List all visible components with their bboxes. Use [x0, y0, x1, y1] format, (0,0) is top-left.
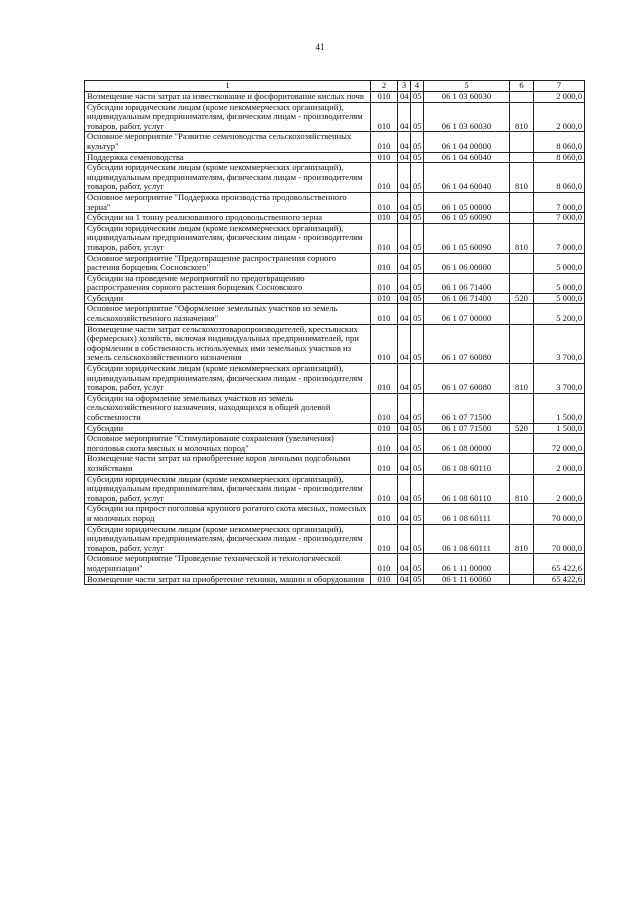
row-col-6-cell: 810: [510, 223, 534, 253]
row-col-5-cell: 06 1 05 60090: [424, 213, 510, 224]
row-col-7-cell: 70 000,0: [534, 504, 585, 524]
row-col-2-cell: 010: [371, 293, 398, 304]
row-col-3-cell: 04: [398, 253, 411, 273]
row-col-6-cell: [510, 273, 534, 293]
row-col-3-cell: 04: [398, 102, 411, 132]
row-col-6-cell: [510, 253, 534, 273]
row-col-7-cell: 1 500,0: [534, 423, 585, 434]
row-col-7-cell: 1 500,0: [534, 393, 585, 423]
row-name-cell: Поддержка семеноводства: [85, 152, 371, 163]
row-col-6-cell: [510, 92, 534, 103]
table-row: [85, 324, 585, 363]
row-name-cell: Возмещение части затрат на приобретение техники, машин и оборудования: [85, 574, 371, 585]
row-col-4-cell: 05: [411, 163, 424, 193]
row-col-2-cell: 010: [371, 554, 398, 574]
row-col-6-cell: 520: [510, 423, 534, 434]
row-col-4-cell: 05: [411, 474, 424, 504]
row-col-7-cell: 5 000,0: [534, 273, 585, 293]
row-col-4-cell: 05: [411, 324, 424, 363]
row-name-cell: Субсидии юридическим лицам (кроме некоммерческих организаций), индивидуальным предпринимателям, физическим лицам - производителям товаров, работ, услуг: [85, 474, 371, 504]
row-col-4-cell: 05: [411, 273, 424, 293]
row-col-6-cell: [510, 554, 534, 574]
row-col-3-cell: 04: [398, 524, 411, 554]
row-col-5-cell: 06 1 07 00000: [424, 304, 510, 324]
row-col-7-cell: 2 000,0: [534, 454, 585, 474]
row-col-5-cell: 06 1 08 60111: [424, 504, 510, 524]
row-col-5-cell: 06 1 04 00000: [424, 132, 510, 152]
row-col-3-cell: 04: [398, 213, 411, 224]
row-col-2-cell: 010: [371, 504, 398, 524]
row-col-7-cell: 7 000,0: [534, 213, 585, 224]
table-row: [85, 434, 585, 454]
header-col-6: 6: [510, 81, 534, 92]
table-row: [85, 364, 585, 394]
header-col-2: 2: [371, 81, 398, 92]
row-col-2-cell: 010: [371, 192, 398, 212]
row-name-cell: Субсидии юридическим лицам (кроме некоммерческих организаций), индивидуальным предпринимателям, физическим лицам - производителям товаров, работ, услуг: [85, 163, 371, 193]
row-col-6-cell: 810: [510, 474, 534, 504]
row-col-7-cell: 65 422,6: [534, 574, 585, 585]
row-name-cell: Основное мероприятие "Проведение технической и технологической модернизации": [85, 554, 371, 574]
row-col-4-cell: 05: [411, 434, 424, 454]
table-row: [85, 574, 585, 585]
row-col-2-cell: 010: [371, 393, 398, 423]
row-col-7-cell: 7 000,0: [534, 223, 585, 253]
row-name-cell: Основное мероприятие "Оформление земельных участков из земель сельскохозяйственного назначения": [85, 304, 371, 324]
row-col-2-cell: 010: [371, 423, 398, 434]
row-col-2-cell: 010: [371, 253, 398, 273]
row-col-4-cell: 05: [411, 293, 424, 304]
table-row: [85, 454, 585, 474]
row-col-5-cell: 06 1 07 71500: [424, 393, 510, 423]
row-name-cell: Основное мероприятие "Развитие семеноводства сельскохозяйственных культур": [85, 132, 371, 152]
table-row: [85, 192, 585, 212]
table-row: [85, 273, 585, 293]
row-col-7-cell: 7 000,0: [534, 192, 585, 212]
row-col-5-cell: 06 1 05 60090: [424, 223, 510, 253]
page-number: 41: [315, 42, 325, 52]
row-col-4-cell: 05: [411, 504, 424, 524]
row-col-4-cell: 05: [411, 92, 424, 103]
row-col-7-cell: 8 060,0: [534, 163, 585, 193]
row-name-cell: Субсидии юридическим лицам (кроме некоммерческих организаций), индивидуальным предпринимателям, физическим лицам - производителям товаров, работ, услуг: [85, 364, 371, 394]
row-col-3-cell: 04: [398, 152, 411, 163]
row-col-3-cell: 04: [398, 423, 411, 434]
header-col-5: 5: [424, 81, 510, 92]
row-col-5-cell: 06 1 08 60110: [424, 474, 510, 504]
row-col-6-cell: [510, 132, 534, 152]
row-col-3-cell: 04: [398, 393, 411, 423]
row-col-6-cell: [510, 504, 534, 524]
row-col-5-cell: 06 1 03 60030: [424, 102, 510, 132]
row-col-6-cell: [510, 304, 534, 324]
row-col-2-cell: 010: [371, 223, 398, 253]
row-col-4-cell: 05: [411, 304, 424, 324]
row-col-4-cell: 05: [411, 132, 424, 152]
row-col-2-cell: 010: [371, 574, 398, 585]
row-col-5-cell: 06 1 08 60110: [424, 454, 510, 474]
table-header-row: [85, 81, 585, 92]
table-row: [85, 132, 585, 152]
row-col-3-cell: 04: [398, 474, 411, 504]
row-col-3-cell: 04: [398, 293, 411, 304]
row-col-6-cell: 520: [510, 293, 534, 304]
row-col-5-cell: 06 1 03 60030: [424, 92, 510, 103]
row-col-2-cell: 010: [371, 304, 398, 324]
row-col-2-cell: 010: [371, 273, 398, 293]
row-name-cell: Возмещение части затрат на приобретение коров личными подсобными хозяйствами: [85, 454, 371, 474]
table-row: [85, 163, 585, 193]
table-row: [85, 524, 585, 554]
row-col-7-cell: 2 000,0: [534, 102, 585, 132]
row-name-cell: Основное мероприятие "Поддержка производства продовольственного зерна": [85, 192, 371, 212]
row-col-5-cell: 06 1 07 60080: [424, 364, 510, 394]
row-col-3-cell: 04: [398, 223, 411, 253]
row-name-cell: Субсидии юридическим лицам (кроме некоммерческих организаций), индивидуальным предпринимателям, физическим лицам - производителям товаров, работ, услуг: [85, 223, 371, 253]
row-col-5-cell: 06 1 04 60040: [424, 163, 510, 193]
row-col-3-cell: 04: [398, 504, 411, 524]
row-col-4-cell: 05: [411, 524, 424, 554]
header-col-1: 1: [85, 81, 371, 92]
table-row: [85, 92, 585, 103]
row-col-2-cell: 010: [371, 163, 398, 193]
row-col-5-cell: 06 1 04 60040: [424, 152, 510, 163]
table-row: [85, 304, 585, 324]
row-col-2-cell: 010: [371, 213, 398, 224]
table-row: [85, 393, 585, 423]
row-col-6-cell: [510, 192, 534, 212]
table-row: [85, 213, 585, 224]
row-name-cell: Субсидии: [85, 423, 371, 434]
table-row: [85, 474, 585, 504]
row-col-4-cell: 05: [411, 152, 424, 163]
row-col-3-cell: 04: [398, 324, 411, 363]
row-name-cell: Субсидии: [85, 293, 371, 304]
row-col-4-cell: 05: [411, 192, 424, 212]
row-col-5-cell: 06 1 07 71500: [424, 423, 510, 434]
row-col-7-cell: 2 000,0: [534, 474, 585, 504]
row-col-3-cell: 04: [398, 364, 411, 394]
row-col-3-cell: 04: [398, 92, 411, 103]
row-col-2-cell: 010: [371, 454, 398, 474]
table-row: [85, 223, 585, 253]
row-col-4-cell: 05: [411, 454, 424, 474]
row-col-5-cell: 06 1 08 00000: [424, 434, 510, 454]
table-row: [85, 152, 585, 163]
row-col-2-cell: 010: [371, 364, 398, 394]
row-col-4-cell: 05: [411, 213, 424, 224]
row-col-7-cell: 2 000,0: [534, 92, 585, 103]
row-col-5-cell: 06 1 06 71400: [424, 293, 510, 304]
row-col-6-cell: [510, 454, 534, 474]
row-col-4-cell: 05: [411, 554, 424, 574]
table-body: [85, 92, 585, 585]
row-col-7-cell: 3 700,0: [534, 364, 585, 394]
row-col-7-cell: 65 422,6: [534, 554, 585, 574]
row-name-cell: Субсидии на прирост поголовья крупного рогатого скота мясных, помесных и молочных пород: [85, 504, 371, 524]
row-col-7-cell: 5 000,0: [534, 253, 585, 273]
row-col-4-cell: 05: [411, 223, 424, 253]
budget-table: [84, 80, 585, 585]
row-col-6-cell: [510, 152, 534, 163]
row-col-7-cell: 3 700,0: [534, 324, 585, 363]
table-row: [85, 102, 585, 132]
row-col-5-cell: 06 1 08 60111: [424, 524, 510, 554]
row-col-2-cell: 010: [371, 474, 398, 504]
header-col-4: 4: [411, 81, 424, 92]
row-col-7-cell: 70 000,0: [534, 524, 585, 554]
row-col-7-cell: 5 200,0: [534, 304, 585, 324]
row-col-6-cell: 810: [510, 102, 534, 132]
row-col-6-cell: 810: [510, 163, 534, 193]
header-col-7: 7: [534, 81, 585, 92]
row-col-2-cell: 010: [371, 132, 398, 152]
row-col-3-cell: 04: [398, 192, 411, 212]
row-col-4-cell: 05: [411, 253, 424, 273]
row-name-cell: Возмещение части затрат на известкование и фосфоритование кислых почв: [85, 92, 371, 103]
row-col-6-cell: 810: [510, 364, 534, 394]
row-col-3-cell: 04: [398, 454, 411, 474]
row-col-2-cell: 010: [371, 152, 398, 163]
row-col-3-cell: 04: [398, 304, 411, 324]
row-col-7-cell: 5 000,0: [534, 293, 585, 304]
row-col-7-cell: 72 000,0: [534, 434, 585, 454]
row-col-7-cell: 8 060,0: [534, 132, 585, 152]
table-row: [85, 253, 585, 273]
row-col-5-cell: 06 1 06 71400: [424, 273, 510, 293]
table-row: [85, 293, 585, 304]
row-col-6-cell: [510, 574, 534, 585]
row-col-2-cell: 010: [371, 102, 398, 132]
row-col-4-cell: 05: [411, 574, 424, 585]
row-col-5-cell: 06 1 11 00000: [424, 554, 510, 574]
row-name-cell: Субсидии на проведение мероприятий по предотвращению распространения сорного растения борщевик Сосновского: [85, 273, 371, 293]
table-row: [85, 504, 585, 524]
row-col-3-cell: 04: [398, 554, 411, 574]
row-col-2-cell: 010: [371, 434, 398, 454]
row-name-cell: Основное мероприятие "Предотвращение распространения сорного растения борщевик Сосновского": [85, 253, 371, 273]
table-row: [85, 423, 585, 434]
row-col-5-cell: 06 1 11 60060: [424, 574, 510, 585]
row-col-2-cell: 010: [371, 324, 398, 363]
header-col-3: 3: [398, 81, 411, 92]
row-col-3-cell: 04: [398, 163, 411, 193]
row-col-5-cell: 06 1 06 00000: [424, 253, 510, 273]
row-col-5-cell: 06 1 05 00000: [424, 192, 510, 212]
row-name-cell: Субсидии на оформление земельных участков из земель сельскохозяйственного назначения, находящихся в общей долевой собственности: [85, 393, 371, 423]
row-col-4-cell: 05: [411, 102, 424, 132]
row-col-4-cell: 05: [411, 364, 424, 394]
row-col-6-cell: [510, 213, 534, 224]
row-name-cell: Субсидии юридическим лицам (кроме некоммерческих организаций), индивидуальным предпринимателям, физическим лицам - производителям товаров, работ, услуг: [85, 102, 371, 132]
row-name-cell: Субсидии на 1 тонну реализованного продовольственного зерна: [85, 213, 371, 224]
row-col-4-cell: 05: [411, 393, 424, 423]
row-name-cell: Субсидии юридическим лицам (кроме некоммерческих организаций), индивидуальным предпринимателям, физическим лицам - производителям товаров, работ, услуг: [85, 524, 371, 554]
row-col-7-cell: 8 060,0: [534, 152, 585, 163]
row-col-3-cell: 04: [398, 132, 411, 152]
table-row: [85, 554, 585, 574]
row-col-3-cell: 04: [398, 434, 411, 454]
row-name-cell: Основное мероприятие "Стимулирование сохранения (увеличения) поголовья скота мясных и молочных пород": [85, 434, 371, 454]
row-col-3-cell: 04: [398, 574, 411, 585]
row-col-4-cell: 05: [411, 423, 424, 434]
row-name-cell: Возмещение части затрат сельскохозтоваропроизводителей, крестьянских (фермерских) хозяйств, включая индивидуальных предпринимателей, при оформлении в собственность используемых ими земельных участков из земель сельскохозяйственного назначения: [85, 324, 371, 363]
row-col-3-cell: 04: [398, 273, 411, 293]
row-col-6-cell: [510, 434, 534, 454]
row-col-6-cell: [510, 393, 534, 423]
row-col-6-cell: 810: [510, 524, 534, 554]
row-col-5-cell: 06 1 07 60080: [424, 324, 510, 363]
row-col-2-cell: 010: [371, 92, 398, 103]
row-col-6-cell: [510, 324, 534, 363]
row-col-2-cell: 010: [371, 524, 398, 554]
